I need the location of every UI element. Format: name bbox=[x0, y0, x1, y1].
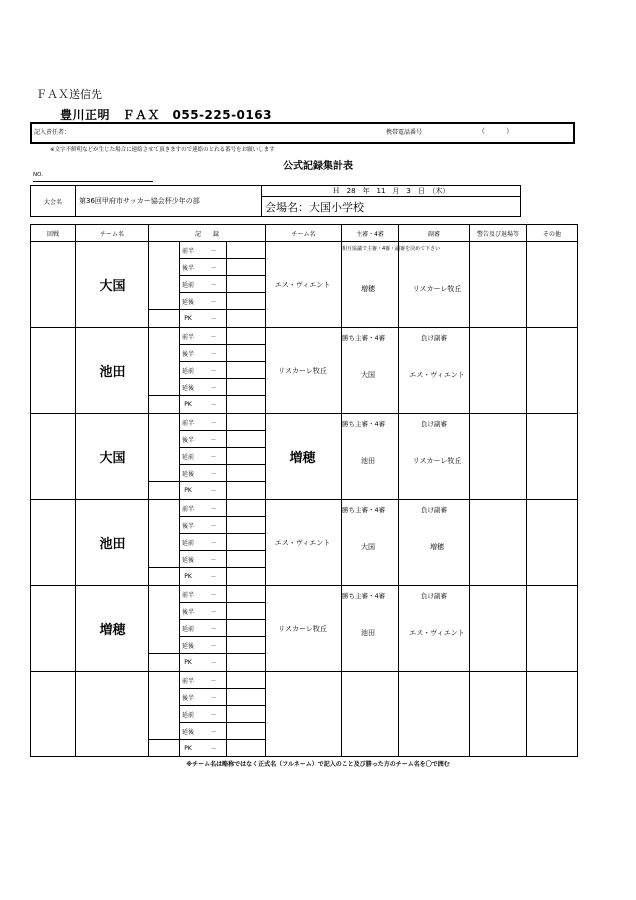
assistant-referee-team: リスカーレ牧丘 bbox=[412, 457, 462, 465]
record-row bbox=[149, 482, 266, 499]
record-row bbox=[149, 551, 266, 568]
team2-name: エス・ヴィエント bbox=[274, 538, 331, 547]
record-period-label: 前半 bbox=[181, 334, 194, 341]
record-table bbox=[30, 224, 578, 757]
header-cell: 副審 bbox=[399, 225, 470, 242]
record-row bbox=[149, 654, 266, 671]
record-period-label: PK bbox=[184, 315, 192, 322]
record-row bbox=[149, 276, 266, 293]
record-row bbox=[149, 242, 266, 259]
team1-name: 大国 bbox=[99, 279, 126, 294]
score-dash: － bbox=[210, 506, 217, 513]
record-row bbox=[149, 603, 266, 620]
score-dash: － bbox=[210, 643, 217, 650]
record-period-label: 延後 bbox=[181, 471, 194, 478]
team2-name: エス・ヴィエント bbox=[274, 280, 331, 289]
team2-name: 増穂 bbox=[289, 451, 316, 466]
record-period-label: PK bbox=[184, 487, 192, 494]
score-dash: － bbox=[210, 678, 217, 685]
no-underline bbox=[33, 181, 153, 182]
header-cell: その他 bbox=[527, 225, 577, 242]
match-row bbox=[31, 500, 577, 586]
score-dash: － bbox=[210, 454, 217, 461]
score-dash: － bbox=[210, 334, 217, 341]
record-period-label: 延前 bbox=[181, 368, 194, 375]
team1-name: 大国 bbox=[99, 451, 126, 466]
main-referee-team: 大国 bbox=[361, 543, 375, 551]
record-row bbox=[149, 568, 266, 585]
winner-referee-heading: 勝ち主審・4審 bbox=[342, 420, 386, 428]
record-period-label: 延前 bbox=[181, 712, 194, 719]
record-row bbox=[149, 465, 266, 482]
record-period-label: 後半 bbox=[181, 609, 194, 616]
score-dash: － bbox=[210, 660, 217, 667]
score-dash: － bbox=[210, 265, 217, 272]
main-referee-team: 大国 bbox=[361, 371, 375, 379]
record-row bbox=[149, 637, 266, 654]
score-dash: － bbox=[210, 574, 217, 581]
score-dash: － bbox=[210, 626, 217, 633]
record-row bbox=[149, 740, 266, 757]
reporter-label: 記入責任者： bbox=[34, 129, 71, 136]
score-dash: － bbox=[210, 523, 217, 530]
record-row bbox=[149, 672, 266, 689]
record-row bbox=[149, 362, 266, 379]
tournament-info-table bbox=[30, 185, 521, 217]
contact-notice: ※文字不鮮明などが生じた場合に連絡させて頂きますので連絡のとれる番号をお願いします bbox=[50, 147, 275, 153]
record-period-label: 前半 bbox=[181, 506, 194, 513]
assistant-referee-team: エス・ヴィエント bbox=[409, 371, 465, 379]
header-cell: チーム名 bbox=[266, 225, 342, 242]
tournament-label: 大会名 bbox=[31, 186, 76, 216]
team2-name bbox=[266, 672, 339, 757]
record-period-label: 後半 bbox=[181, 351, 194, 358]
header-cell: 警告及び退場等 bbox=[470, 225, 527, 242]
score-dash: － bbox=[210, 385, 217, 392]
score-dash: － bbox=[210, 695, 217, 702]
score-dash: － bbox=[210, 609, 217, 616]
match-row bbox=[31, 242, 577, 328]
record-row bbox=[149, 414, 266, 431]
team1-name: 池田 bbox=[99, 365, 126, 380]
score-dash: － bbox=[210, 729, 217, 736]
record-period-label: 延後 bbox=[181, 299, 194, 306]
match-row bbox=[31, 586, 577, 672]
main-referee-team: 増穂 bbox=[361, 285, 375, 293]
match-row bbox=[31, 672, 577, 758]
fax-destination-label: ＦＡＸ送信先 bbox=[36, 88, 102, 101]
record-period-label: 延前 bbox=[181, 282, 194, 289]
record-period-label: 延後 bbox=[181, 385, 194, 392]
winner-referee-heading: 勝ち主審・4審 bbox=[342, 334, 386, 342]
record-period-label: 延後 bbox=[181, 729, 194, 736]
record-period-label: 延前 bbox=[181, 454, 194, 461]
record-period-label: 延前 bbox=[181, 626, 194, 633]
score-dash: － bbox=[210, 420, 217, 427]
record-row bbox=[149, 345, 266, 362]
record-row bbox=[149, 448, 266, 465]
fax-number-line: 豊川正明 ＦＡＸ 055-225-0163 bbox=[60, 108, 272, 122]
record-row bbox=[149, 259, 266, 276]
match-row bbox=[31, 414, 577, 500]
score-dash: － bbox=[210, 351, 217, 358]
referee-note: 相互協議で主審・4審・副審を決めて下さい bbox=[342, 246, 441, 252]
score-dash: － bbox=[210, 712, 217, 719]
score-dash: － bbox=[210, 282, 217, 289]
record-row bbox=[149, 310, 266, 327]
record-period-label: 延後 bbox=[181, 557, 194, 564]
record-row bbox=[149, 689, 266, 706]
record-period-label: 後半 bbox=[181, 265, 194, 272]
score-dash: － bbox=[210, 402, 217, 409]
record-period-label: 後半 bbox=[181, 695, 194, 702]
record-period-label: PK bbox=[184, 573, 192, 580]
venue-name: 会場名：大国小学校 bbox=[265, 200, 364, 214]
record-period-label: 前半 bbox=[181, 420, 194, 427]
score-dash: － bbox=[210, 316, 217, 323]
no-label: NO. bbox=[33, 172, 43, 178]
record-row bbox=[149, 379, 266, 396]
main-referee-team: 池田 bbox=[361, 629, 375, 637]
header-cell: 回戦 bbox=[31, 225, 76, 242]
header-cell: 記 録 bbox=[149, 225, 266, 242]
score-dash: － bbox=[210, 488, 217, 495]
tournament-name: 第36回甲府市サッカー協会杯少年の部 bbox=[76, 186, 262, 216]
phone-field: （ ） bbox=[478, 127, 513, 135]
team1-name: 池田 bbox=[99, 537, 126, 552]
document-title: 公式記録集計表 bbox=[283, 161, 353, 172]
loser-referee-heading: 負け副審 bbox=[421, 506, 447, 514]
assistant-referee-team: エス・ヴィエント bbox=[409, 629, 465, 637]
record-period-label: PK bbox=[184, 401, 192, 408]
record-period-label: 延前 bbox=[181, 540, 194, 547]
score-dash: － bbox=[210, 437, 217, 444]
record-period-label: PK bbox=[184, 745, 192, 752]
footnote: ※チーム名は略称ではなく正式名（フルネーム）で記入のこと及び勝った方のチーム名を〇で囲む bbox=[186, 761, 450, 768]
record-row bbox=[149, 328, 266, 345]
loser-referee-heading: 負け副審 bbox=[421, 334, 447, 342]
score-dash: － bbox=[210, 299, 217, 306]
phone-label: 携帯電話番号 bbox=[386, 129, 423, 136]
record-row bbox=[149, 293, 266, 310]
score-dash: － bbox=[210, 540, 217, 547]
record-period-label: 後半 bbox=[181, 437, 194, 444]
match-row bbox=[31, 328, 577, 414]
record-row bbox=[149, 431, 266, 448]
score-dash: － bbox=[210, 557, 217, 564]
winner-referee-heading: 勝ち主審・4審 bbox=[342, 506, 386, 514]
main-referee-team: 池田 bbox=[361, 457, 375, 465]
loser-referee-heading: 負け副審 bbox=[421, 420, 447, 428]
record-period-label: 延後 bbox=[181, 643, 194, 650]
record-row bbox=[149, 706, 266, 723]
record-period-label: 後半 bbox=[181, 523, 194, 530]
record-period-label: 前半 bbox=[181, 248, 194, 255]
record-row bbox=[149, 396, 266, 413]
header-cell: 主審・4審 bbox=[342, 225, 399, 242]
record-row bbox=[149, 723, 266, 740]
assistant-referee-team: 増穂 bbox=[430, 543, 444, 551]
score-dash: － bbox=[210, 746, 217, 753]
score-dash: － bbox=[210, 471, 217, 478]
record-row bbox=[149, 586, 266, 603]
team1-name: 増穂 bbox=[99, 623, 126, 638]
record-row bbox=[149, 534, 266, 551]
score-dash: － bbox=[210, 592, 217, 599]
match-date: Ｈ 28 年 11 月 3 日 （木） bbox=[262, 186, 520, 197]
record-row bbox=[149, 620, 266, 637]
record-row bbox=[149, 500, 266, 517]
record-period-label: PK bbox=[184, 659, 192, 666]
score-dash: － bbox=[210, 248, 217, 255]
score-dash: － bbox=[210, 368, 217, 375]
record-row bbox=[149, 517, 266, 534]
header-cell: チーム名 bbox=[76, 225, 149, 242]
winner-referee-heading: 勝ち主審・4審 bbox=[342, 592, 386, 600]
record-period-label: 前半 bbox=[181, 592, 194, 599]
loser-referee-heading: 負け副審 bbox=[421, 592, 447, 600]
record-period-label: 前半 bbox=[181, 678, 194, 685]
team2-name: リスカーレ牧丘 bbox=[278, 624, 327, 633]
assistant-referee-team: リスカーレ牧丘 bbox=[412, 285, 462, 293]
team2-name: リスカーレ牧丘 bbox=[278, 366, 327, 375]
team1-name bbox=[76, 672, 149, 757]
